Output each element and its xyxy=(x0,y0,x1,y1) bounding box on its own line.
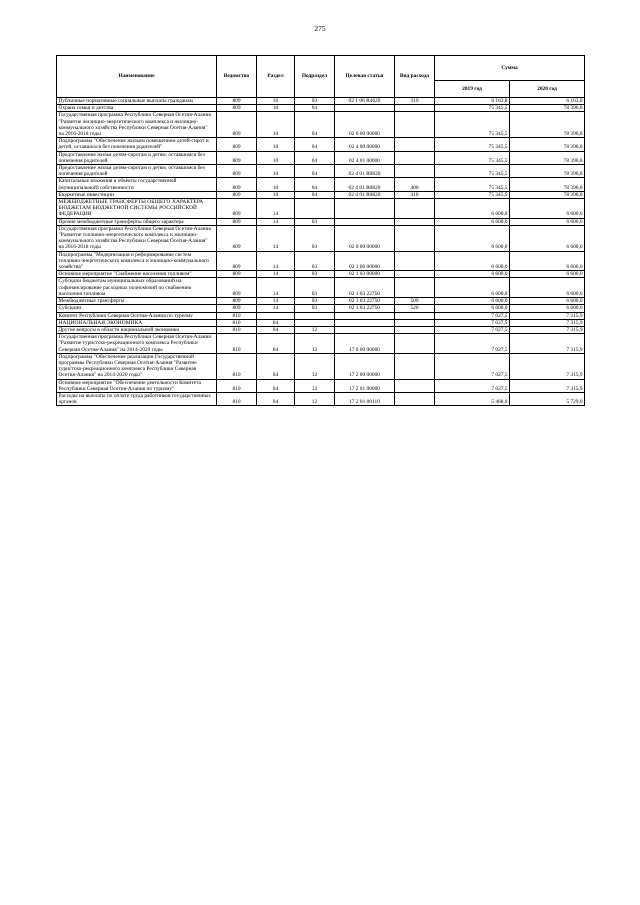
cell-sum-2020: 7 315,9 xyxy=(510,312,585,319)
cell-sum-2019: 75 345,5 xyxy=(435,105,510,112)
cell-subsection: 03 xyxy=(295,251,335,271)
cell-expense-type xyxy=(395,353,435,379)
cell-section: 04 xyxy=(257,379,295,392)
cell-section: 04 xyxy=(257,392,295,405)
page-number: 275 xyxy=(314,24,326,33)
cell-subsection: 04 xyxy=(295,112,335,138)
table-row xyxy=(57,326,585,333)
cell-target xyxy=(335,105,395,112)
cell-sum-2020: 5 729,0 xyxy=(510,392,585,405)
cell-name: Государственная программа Республики Северная Осетия-Алания "Развитие жилищно-энергетического комплекса и жилищно-коммунального хозяйства Республики Северная Осетия-Алания" на 2016-2018 годы xyxy=(57,112,217,138)
cell-target: 02 1 03 00000 xyxy=(335,271,395,278)
cell-section: 14 xyxy=(257,251,295,271)
table-row xyxy=(57,379,585,392)
cell-section: 04 xyxy=(257,353,295,379)
cell-target xyxy=(335,312,395,319)
cell-sum-2020: 6 600,0 xyxy=(510,218,585,225)
cell-department: 810 xyxy=(217,379,257,392)
cell-name: Прочие межбюджетные трансферты общего характера xyxy=(57,218,217,225)
cell-sum-2019: 6 600,0 xyxy=(435,251,510,271)
cell-name: Подпрограмма "Модернизация и реформирование систем топливно-энергетического комплекса и жилищно-коммунального хозяйства" xyxy=(57,251,217,271)
cell-sum-2019: 6 600,0 xyxy=(435,199,510,219)
cell-section: 14 xyxy=(257,218,295,225)
cell-target: 02 1 03 22750 xyxy=(335,278,395,298)
cell-department: 810 xyxy=(217,334,257,354)
cell-subsection: 12 xyxy=(295,334,335,354)
cell-sum-2019: 6 600,0 xyxy=(435,271,510,278)
cell-expense-type: 500 xyxy=(395,298,435,305)
cell-section: 14 xyxy=(257,278,295,298)
cell-sum-2019: 6 600,0 xyxy=(435,305,510,312)
cell-target: 02 0 00 00000 xyxy=(335,225,395,251)
cell-department: 810 xyxy=(217,392,257,405)
cell-subsection: 03 xyxy=(295,98,335,105)
cell-name: Межбюджетные трансферты xyxy=(57,298,217,305)
cell-sum-2020: 7 315,9 xyxy=(510,379,585,392)
cell-sum-2019: 6 163,8 xyxy=(435,98,510,105)
cell-target: 17 0 00 00000 xyxy=(335,334,395,354)
cell-name: Предоставление жилья детям-сиротам и детям, оставшимся без попечения родителей xyxy=(57,165,217,178)
cell-sum-2019: 5 468,0 xyxy=(435,392,510,405)
header-year-2020: 2020 год xyxy=(510,81,585,98)
header-subsection: Подраздел xyxy=(295,56,335,98)
table-row xyxy=(57,98,585,105)
cell-subsection: 03 xyxy=(295,271,335,278)
cell-subsection xyxy=(295,319,335,326)
cell-sum-2019: 7 027,5 xyxy=(435,353,510,379)
cell-expense-type xyxy=(395,251,435,271)
table-row xyxy=(57,334,585,354)
cell-name: Основное мероприятие "Снабжение населения топливом" xyxy=(57,271,217,278)
cell-name: Основное мероприятие "Обеспечение деятельности Комитета Республики Северная Осетия-Алания по туризму" xyxy=(57,379,217,392)
table-row xyxy=(57,312,585,319)
cell-department: 809 xyxy=(217,305,257,312)
cell-section: 14 xyxy=(257,225,295,251)
cell-expense-type: 400 xyxy=(395,178,435,191)
cell-expense-type xyxy=(395,278,435,298)
cell-subsection: 12 xyxy=(295,392,335,405)
header-name: Наименование xyxy=(57,56,217,98)
cell-name: Публичные нормативные социальные выплаты гражданам xyxy=(57,98,217,105)
cell-section: 10 xyxy=(257,151,295,164)
cell-sum-2019: 75 345,5 xyxy=(435,151,510,164)
cell-sum-2020: 7 315,9 xyxy=(510,319,585,326)
cell-target: 02 4 01 R0820 xyxy=(335,178,395,191)
cell-expense-type xyxy=(395,151,435,164)
cell-target: 02 0 00 00000 xyxy=(335,112,395,138)
cell-department: 809 xyxy=(217,178,257,191)
cell-expense-type xyxy=(395,326,435,333)
table-row xyxy=(57,298,585,305)
cell-sum-2020: 78 396,8 xyxy=(510,191,585,198)
cell-sum-2019: 6 600,0 xyxy=(435,218,510,225)
cell-target: 02 4 01 00000 xyxy=(335,151,395,164)
cell-sum-2020: 7 315,9 xyxy=(510,353,585,379)
cell-section: 10 xyxy=(257,112,295,138)
table-header-row xyxy=(57,56,585,81)
table-row xyxy=(57,178,585,191)
cell-section: 14 xyxy=(257,271,295,278)
cell-section: 04 xyxy=(257,319,295,326)
cell-target xyxy=(335,319,395,326)
cell-sum-2019: 75 345,5 xyxy=(435,191,510,198)
cell-target xyxy=(335,218,395,225)
cell-target: 02 1 03 22750 xyxy=(335,305,395,312)
cell-name: Бюджетные инвестиции xyxy=(57,191,217,198)
cell-name: Субсидии бюджетам муниципальных образований на софинансирование расходных полномочий по снабжению населения топливом xyxy=(57,278,217,298)
cell-sum-2019: 75 345,5 xyxy=(435,178,510,191)
cell-target: 17 2 00 00000 xyxy=(335,353,395,379)
cell-department: 809 xyxy=(217,98,257,105)
cell-section: 14 xyxy=(257,298,295,305)
cell-section: 10 xyxy=(257,105,295,112)
cell-department: 810 xyxy=(217,353,257,379)
cell-target: 17 2 01 00000 xyxy=(335,379,395,392)
cell-section xyxy=(257,312,295,319)
cell-department: 809 xyxy=(217,271,257,278)
cell-sum-2020: 78 396,8 xyxy=(510,165,585,178)
table-row xyxy=(57,278,585,298)
cell-section: 14 xyxy=(257,199,295,219)
cell-name: Предоставление жилья детям-сиротам и детям, оставшимся без попечения родителей xyxy=(57,151,217,164)
table-row xyxy=(57,392,585,405)
cell-subsection: 03 xyxy=(295,305,335,312)
table-row xyxy=(57,105,585,112)
table-row xyxy=(57,151,585,164)
cell-expense-type xyxy=(395,225,435,251)
cell-expense-type xyxy=(395,379,435,392)
cell-expense-type xyxy=(395,312,435,319)
cell-sum-2020: 6 600,0 xyxy=(510,225,585,251)
table-row xyxy=(57,218,585,225)
cell-subsection: 12 xyxy=(295,326,335,333)
cell-name: Расходы на выплаты по оплате труда работников государственных органов xyxy=(57,392,217,405)
cell-sum-2020: 6 163,8 xyxy=(510,98,585,105)
cell-department: 810 xyxy=(217,326,257,333)
cell-name: НАЦИОНАЛЬНАЯ ЭКОНОМИКА xyxy=(57,319,217,326)
cell-expense-type xyxy=(395,271,435,278)
cell-sum-2020: 6 600,0 xyxy=(510,251,585,271)
table-row xyxy=(57,353,585,379)
table-row xyxy=(57,319,585,326)
cell-name: Подпрограмма "Обеспечение реализации Государственной программы Республики Северная Осетия-Алания "Развитие туристско-рекреационного комплекса Республики Северная Осетия-Алания" на 2014-2020 годы" xyxy=(57,353,217,379)
cell-subsection xyxy=(295,199,335,219)
cell-sum-2020: 78 396,8 xyxy=(510,151,585,164)
cell-subsection: 04 xyxy=(295,105,335,112)
cell-target: 02 4 01 R0820 xyxy=(335,191,395,198)
cell-expense-type xyxy=(395,319,435,326)
cell-target xyxy=(335,326,395,333)
cell-subsection: 04 xyxy=(295,151,335,164)
cell-sum-2020: 7 315,9 xyxy=(510,334,585,354)
cell-name: Комитет Республики Северная Осетия-Алания по туризму xyxy=(57,312,217,319)
cell-expense-type: 310 xyxy=(395,98,435,105)
cell-sum-2020: 78 396,8 xyxy=(510,112,585,138)
table-row xyxy=(57,271,585,278)
cell-department: 809 xyxy=(217,151,257,164)
cell-expense-type xyxy=(395,112,435,138)
cell-name: Субсидии xyxy=(57,305,217,312)
cell-subsection: 04 xyxy=(295,138,335,151)
table-row xyxy=(57,305,585,312)
cell-section: 10 xyxy=(257,138,295,151)
cell-sum-2020: 6 600,0 xyxy=(510,305,585,312)
cell-sum-2020: 6 600,0 xyxy=(510,278,585,298)
cell-sum-2019: 75 345,5 xyxy=(435,138,510,151)
header-department: Ведомство xyxy=(217,56,257,98)
cell-department: 809 xyxy=(217,218,257,225)
cell-sum-2020: 78 396,8 xyxy=(510,178,585,191)
cell-target xyxy=(335,199,395,219)
cell-subsection: 03 xyxy=(295,218,335,225)
header-section: Раздел xyxy=(257,56,295,98)
header-sum: Сумма xyxy=(435,56,585,81)
header-year-2019: 2019 год xyxy=(435,81,510,98)
cell-sum-2019: 75 345,5 xyxy=(435,165,510,178)
cell-section: 10 xyxy=(257,191,295,198)
cell-section: 10 xyxy=(257,98,295,105)
header-expense-type: Вид расхода xyxy=(395,56,435,98)
cell-expense-type xyxy=(395,199,435,219)
cell-expense-type xyxy=(395,218,435,225)
cell-section: 10 xyxy=(257,178,295,191)
cell-section: 04 xyxy=(257,326,295,333)
cell-name: Подпрограмма "Обеспечение жильем помещением детей-сирот и детей, оставшихся без попечения родителей" xyxy=(57,138,217,151)
cell-department: 809 xyxy=(217,298,257,305)
cell-department: 809 xyxy=(217,251,257,271)
cell-subsection: 12 xyxy=(295,379,335,392)
cell-target: 17 2 01 00110 xyxy=(335,392,395,405)
table-body xyxy=(57,98,585,406)
cell-target: 02 1 06 R4620 xyxy=(335,98,395,105)
cell-sum-2020: 7 315,9 xyxy=(510,326,585,333)
cell-subsection: 03 xyxy=(295,298,335,305)
cell-name: МЕЖБЮДЖЕТНЫЕ ТРАНСФЕРТЫ ОБЩЕГО ХАРАКТЕРА БЮДЖЕТАМ БЮДЖЕТНОЙ СИСТЕМЫ РОССИЙСКОЙ ФЕДЕРАЦИИ xyxy=(57,199,217,219)
cell-sum-2020: 78 396,8 xyxy=(510,105,585,112)
cell-expense-type: 520 xyxy=(395,305,435,312)
cell-sum-2020: 6 600,0 xyxy=(510,271,585,278)
header-target: Целевая статья xyxy=(335,56,395,98)
cell-sum-2020: 6 600,0 xyxy=(510,199,585,219)
cell-target: 02 4 01 R0820 xyxy=(335,165,395,178)
cell-expense-type: 410 xyxy=(395,191,435,198)
cell-department: 810 xyxy=(217,319,257,326)
cell-sum-2020: 78 396,8 xyxy=(510,138,585,151)
table-row xyxy=(57,165,585,178)
cell-sum-2019: 6 600,0 xyxy=(435,298,510,305)
cell-section: 10 xyxy=(257,165,295,178)
table-row xyxy=(57,199,585,219)
cell-expense-type xyxy=(395,334,435,354)
cell-department: 809 xyxy=(217,191,257,198)
cell-department: 809 xyxy=(217,112,257,138)
cell-sum-2019: 7 027,5 xyxy=(435,379,510,392)
cell-sum-2019: 7 027,5 xyxy=(435,312,510,319)
cell-subsection: 04 xyxy=(295,165,335,178)
cell-sum-2019: 7 027,5 xyxy=(435,326,510,333)
cell-sum-2019: 6 600,0 xyxy=(435,225,510,251)
cell-subsection: 04 xyxy=(295,178,335,191)
budget-table xyxy=(56,55,585,406)
cell-sum-2020: 6 600,0 xyxy=(510,298,585,305)
cell-subsection: 04 xyxy=(295,191,335,198)
table-row xyxy=(57,251,585,271)
cell-subsection: 03 xyxy=(295,225,335,251)
cell-department: 810 xyxy=(217,312,257,319)
cell-expense-type xyxy=(395,105,435,112)
cell-department: 809 xyxy=(217,138,257,151)
cell-department: 809 xyxy=(217,278,257,298)
cell-section: 04 xyxy=(257,334,295,354)
table-row xyxy=(57,191,585,198)
cell-subsection: 03 xyxy=(295,278,335,298)
cell-target: 02 1 03 22750 xyxy=(335,298,395,305)
cell-name: Государственная программа Республики Северная Осетия-Алания "Развитие топливно-энергетического комплекса и жилищно-коммунального хозяйства Республики Северная Осетия-Алания" на 2016-2018 годы xyxy=(57,225,217,251)
cell-sum-2019: 75 345,5 xyxy=(435,112,510,138)
cell-sum-2019: 7 027,5 xyxy=(435,319,510,326)
cell-section: 14 xyxy=(257,305,295,312)
cell-department: 809 xyxy=(217,225,257,251)
table-row xyxy=(57,112,585,138)
cell-subsection xyxy=(295,312,335,319)
table-row xyxy=(57,225,585,251)
cell-expense-type xyxy=(395,165,435,178)
cell-name: Капитальные вложения в объекты государственной (муниципальной) собственности xyxy=(57,178,217,191)
cell-department: 809 xyxy=(217,165,257,178)
cell-department: 809 xyxy=(217,199,257,219)
cell-subsection: 12 xyxy=(295,353,335,379)
cell-department: 809 xyxy=(217,105,257,112)
table-row xyxy=(57,138,585,151)
cell-sum-2019: 7 027,5 xyxy=(435,334,510,354)
cell-expense-type xyxy=(395,138,435,151)
cell-target: 02 4 00 00000 xyxy=(335,138,395,151)
cell-target: 02 1 00 00000 xyxy=(335,251,395,271)
cell-name: Государственная программа Республики Северная Осетия-Алания "Развитие туристско-рекреационного комплекса Республики Северная Осетия-Алания" на 2014-2020 годы xyxy=(57,334,217,354)
cell-expense-type xyxy=(395,392,435,405)
cell-name: Охрана семьи и детства xyxy=(57,105,217,112)
cell-sum-2019: 6 600,0 xyxy=(435,278,510,298)
cell-name: Другие вопросы в области национальной экономики xyxy=(57,326,217,333)
